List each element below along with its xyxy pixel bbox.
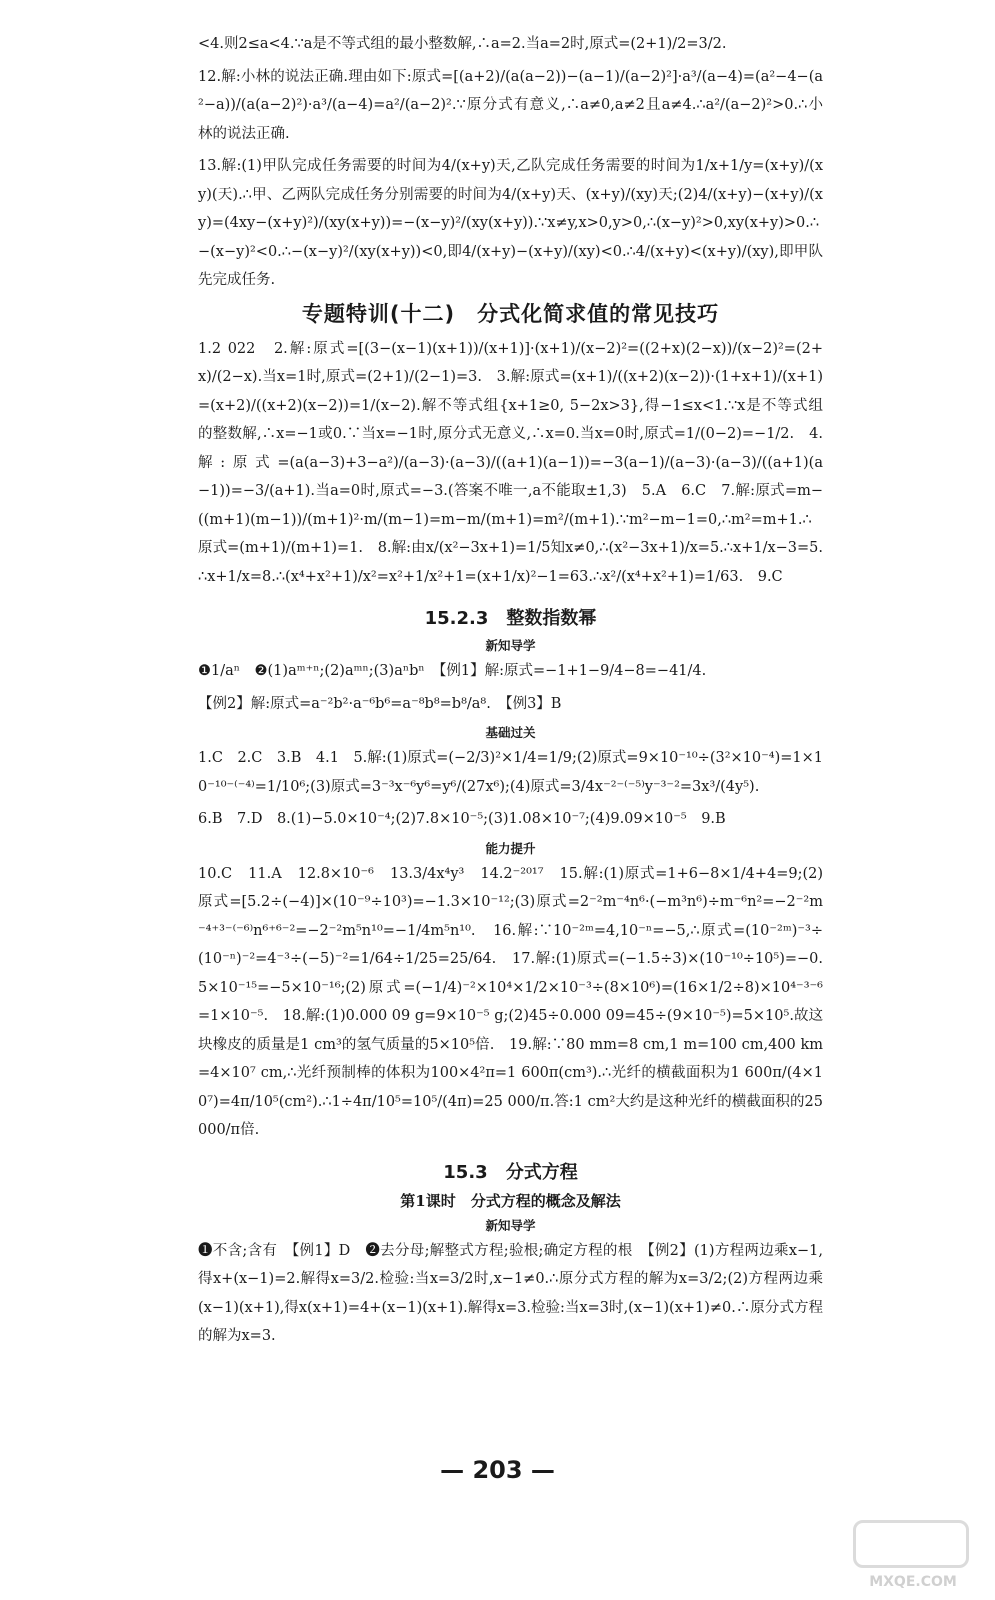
subsection-heading: 新知导学 (485, 1217, 536, 1233)
subsection-heading: 新知导学 (485, 638, 536, 653)
watermark-text: MXQE.COM (869, 1574, 957, 1590)
lesson-heading: 第1课时 分式方程的概念及解法 (400, 1191, 621, 1210)
page-number: — 203 — (440, 1456, 555, 1484)
answer-paragraph: <4.则2≤a<4.∵a是不等式组的最小整数解,∴a=2.当a=2时,原式=(2+1)/2=3/2. (198, 36, 727, 52)
section-title: 专题特训(十二) 分式化简求值的常见技巧 (301, 301, 720, 326)
watermark-logo-icon (853, 1520, 969, 1568)
answer-paragraph: ❶1/aⁿ ❷(1)aᵐ⁺ⁿ;(2)aᵐⁿ;(3)aⁿbⁿ 【例1】解:原式=−1+1−9/4−8=−41/4. (198, 663, 707, 679)
answer-paragraph: 1.C 2.C 3.B 4.1 5.解:(1)原式=(−2/3)²×1/4=1/9;(2)原式=9×10⁻¹⁰÷(3²×10⁻⁴)=1×10⁻¹⁰⁻⁽⁻⁴⁾=1/10⁶;(3)原式=3⁻³x⁻⁶y⁶=y⁶/(27x⁶);(4)原式=3/4x⁻²⁻⁽⁻⁵⁾y⁻³⁻²=3x³/(4y⁵). (198, 750, 823, 795)
answer-paragraph: 12.解:小林的说法正确.理由如下:原式=[(a+2)/(a(a−2))−(a−1)/(a−2)²]·a³/(a−4)=(a²−4−(a²−a))/(a(a−2)²)·a³/(a−4)=a²/(a−2)².∵原分式有意义,∴a≠0,a≠2且a≠4.∴a²/(a−2)²>0.∴小林的说法正确. (198, 68, 823, 142)
section-title: 15.2.3 整数指数幂 (424, 608, 597, 629)
answer-paragraph: 【例2】解:原式=a⁻²b²·a⁻⁶b⁶=a⁻⁸b⁸=b⁸/a⁸. 【例3】B (198, 695, 562, 712)
answer-paragraph: 10.C 11.A 12.8×10⁻⁶ 13.3/4x⁴y³ 14.2⁻²⁰¹⁷ 15.解:(1)原式=1+6−8×1/4+4=9;(2)原式=[5.2÷(−4)]×(10⁻⁹÷10³)=−1.3×10⁻¹²;(3)原式=2⁻²m⁻⁴n⁶·(−m³n⁶)÷m⁻⁶n²=−2⁻²m⁻⁴⁺³⁻⁽⁻⁶⁾n⁶⁺⁶⁻²=−2⁻²m⁵n¹⁰=−1/4m⁵n¹⁰. 16.解:∵10⁻²ᵐ=4,10⁻ⁿ=−5,∴原式=(10⁻²ᵐ)⁻³÷(10⁻ⁿ)⁻²=4⁻³÷(−5)⁻²=1/64÷1/25=25/64. 17.解:(1)原式=(−1.5÷3)×(10⁻¹⁰÷10⁵)=−0.5×10⁻¹⁵=−5×10⁻¹⁶;(2)原式=(−1/4)⁻²×10⁴×1/2×10⁻³÷(8×10⁶)=(16×1/2÷8)×10⁴⁻³⁻⁶=1×10⁻⁵. 18.解:(1)0.000 09 g=9×10⁻⁵ g;(2)45÷0.000 09=45÷(9×10⁻⁵)=5×10⁵.故这块橡皮的质量是1 cm³的氢气质量的5×10⁵倍. 19.解:∵80 mm=8 cm,1 m=100 cm,400 km=4×10⁷ cm,∴光纤预制棒的体积为100×4²π=1 600π(cm³).∴光纤的横截面积为1 600π/(4×10⁷)=4π/10⁵(cm²).∴1÷4π/10⁵=10⁵/(4π)=25 000/π.答:1 cm²大约是这种光纤的横截面积的25 000/π倍. (198, 865, 823, 1138)
section-title: 15.3 分式方程 (443, 1161, 578, 1183)
subsection-heading: 基础过关 (485, 725, 536, 740)
answer-paragraph: 13.解:(1)甲队完成任务需要的时间为4/(x+y)天,乙队完成任务需要的时间为1/x+1/y=(x+y)/(xy)(天).∴甲、乙两队完成任务分别需要的时间为4/(x+y)天、(x+y)/(xy)天;(2)4/(x+y)−(x+y)/(xy)=(4xy−(x+y)²)/(xy(x+y))=−(x−y)²/(xy(x+y)).∵x≠y,x>0,y>0,∴(x−y)²>0,xy(x+y)>0.∴−(x−y)²<0.∴−(x−y)²/(xy(x+y))<0,即4/(x+y)−(x+y)/(xy)<0.∴4/(x+y)<(x+y)/(xy),即甲队先完成任务. (198, 158, 823, 288)
subsection-heading: 能力提升 (485, 840, 536, 856)
watermark (853, 1520, 973, 1590)
page-content (198, 30, 823, 1355)
answer-paragraph: 6.B 7.D 8.(1)−5.0×10⁻⁴;(2)7.8×10⁻⁵;(3)1.08×10⁻⁷;(4)9.09×10⁻⁵ 9.B (198, 811, 726, 827)
answer-paragraph: ❶不含;含有 【例1】D ❷去分母;解整式方程;验根;确定方程的根 【例2】(1)方程两边乘x−1,得x+(x−1)=2.解得x=3/2.检验:当x=3/2时,x−1≠0.∴原分式方程的解为x=3/2;(2)方程两边乘(x−1)(x+1),得x(x+1)=4+(x−1)(x+1).解得x=3.检验:当x=3时,(x−1)(x+1)≠0.∴原分式方程的解为x=3. (198, 1242, 823, 1344)
answer-paragraph: 1.2 022 2.解:原式=[(3−(x−1)(x+1))/(x+1)]·(x+1)/(x−2)²=((2+x)(2−x))/(x−2)²=(2+x)/(2−x).当x=1时,原式=(2+1)/(2−1)=3. 3.解:原式=(x+1)/((x+2)(x−2))·(1+x+1)/(x+1)=(x+2)/((x+2)(x−2))=1/(x−2).解不等式组{x+1≥0, 5−2x>3},得−1≤x<1.∵x是不等式组的整数解,∴x=−1或0.∵当x=−1时,原分式无意义,∴x=0.当x=0时,原式=1/(0−2)=−1/2. 4.解:原式=(a(a−3)+3−a²)/(a−3)·(a−3)/((a+1)(a−1))=−3(a−1)/(a−3)·(a−3)/((a+1)(a−1))=−3/(a+1).当a=0时,原式=−3.(答案不唯一,a不能取±1,3) 5.A 6.C 7.解:原式=m−((m+1)(m−1))/(m+1)²·m/(m−1)=m−m/(m+1)=m²/(m+1).∵m²−m−1=0,∴m²=m+1.∴原式=(m+1)/(m+1)=1. 8.解:由x/(x²−3x+1)=1/5知x≠0,∴(x²−3x+1)/x=5.∴x+1/x−3=5.∴x+1/x=8.∴(x⁴+x²+1)/x²=x²+1/x²+1=(x+1/x)²−1=63.∴x²/(x⁴+x²+1)=1/63. 9.C (198, 340, 823, 585)
